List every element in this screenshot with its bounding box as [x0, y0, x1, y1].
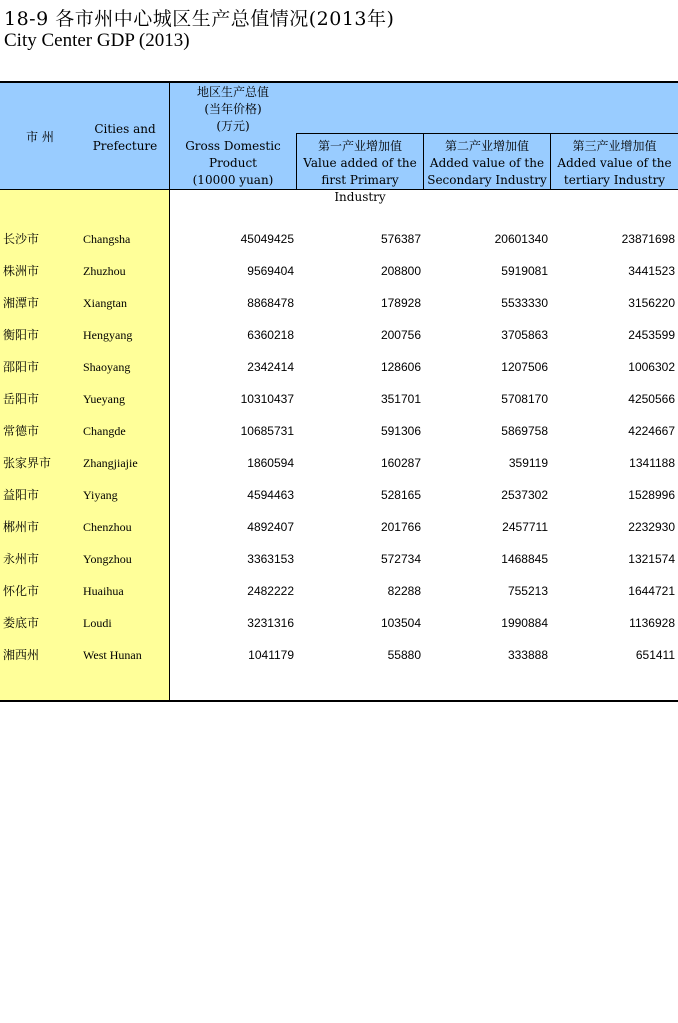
secondary-value: 1990884: [501, 616, 548, 630]
primary-value: 160287: [380, 456, 421, 470]
city-name-en: Changsha: [83, 232, 131, 246]
city-name-cn: 湘潭市: [3, 296, 40, 310]
secondary-value: 20601340: [494, 232, 548, 246]
table-row: [0, 639, 678, 671]
header-city-en-line2: Prefecture: [92, 139, 158, 153]
primary-value: 82288: [387, 584, 421, 598]
page-title-cn: 18-9 各市州中心城区生产总值情况(2013年): [4, 8, 395, 30]
city-name-cn: 邵阳市: [3, 360, 40, 374]
city-name-en: Chenzhou: [83, 520, 132, 534]
header-tertiary-cn: 第三产业增加值: [572, 139, 657, 153]
header-divider: [169, 83, 170, 190]
tertiary-value: 1341188: [629, 456, 675, 470]
header-tertiary-en-2: tertiary Industry: [563, 173, 666, 187]
city-name-en: Yiyang: [83, 488, 118, 502]
primary-value: 528165: [380, 488, 421, 502]
secondary-value: 5708170: [501, 392, 548, 406]
gdp-value: 3363153: [247, 552, 294, 566]
city-name-cn: 岳阳市: [3, 392, 40, 406]
header-tertiary-en-1: Added value of the: [557, 156, 672, 170]
header-secondary-en-1: Added value of the: [429, 156, 545, 170]
secondary-value: 359119: [508, 456, 548, 470]
gdp-value: 4892407: [247, 520, 294, 534]
table-row: [0, 319, 678, 351]
table-row: [0, 415, 678, 447]
city-name-en: Hengyang: [83, 328, 133, 342]
tertiary-value: 3156220: [628, 296, 675, 310]
city-name-en: Zhangjiajie: [83, 456, 138, 470]
tertiary-value: 2453599: [628, 328, 675, 342]
secondary-value: 2457711: [502, 520, 548, 534]
gdp-value: 1041179: [248, 648, 294, 662]
header-primary-cn: 第一产业增加值: [317, 139, 402, 153]
header-gdp-en-3: (10000 yuan): [192, 173, 274, 187]
city-name-en: Shaoyang: [83, 360, 131, 374]
tertiary-value: 23871698: [621, 232, 675, 246]
header-primary-en-2: first Primary Industry: [321, 173, 399, 204]
header-secondary-en-2: Secondary Industry: [427, 173, 547, 187]
tertiary-value: 1006302: [628, 360, 675, 374]
table-row: [0, 447, 678, 479]
header-secondary-cn: 第二产业增加值: [444, 139, 529, 153]
primary-value: 572734: [380, 552, 421, 566]
header-city-cn: 市 州: [26, 130, 54, 144]
gdp-value: 3231316: [247, 616, 294, 630]
header-divider: [296, 133, 678, 134]
header-gdp-cn-2: (当年价格): [204, 102, 262, 116]
table-row: [0, 575, 678, 607]
tertiary-value: 2232930: [628, 520, 675, 534]
secondary-value: 5533330: [501, 296, 548, 310]
city-name-cn: 娄底市: [3, 616, 40, 630]
table-row: [0, 543, 678, 575]
header-gdp: [170, 84, 296, 189]
primary-value: 591306: [380, 424, 421, 438]
city-name-en: Yueyang: [83, 392, 125, 406]
city-name-en: Huaihua: [83, 584, 124, 598]
header-divider: [296, 133, 297, 190]
city-name-en: Yongzhou: [83, 552, 132, 566]
city-name-cn: 常德市: [3, 424, 40, 438]
primary-value: 201766: [380, 520, 421, 534]
city-name-cn: 怀化市: [3, 584, 40, 598]
secondary-value: 5919081: [501, 264, 548, 278]
gdp-value: 9569404: [247, 264, 294, 278]
header-tertiary: [551, 138, 678, 189]
tertiary-value: 1644721: [628, 584, 675, 598]
header-primary-en-1: Value added of the: [303, 156, 417, 170]
header-gdp-en-2: Product: [209, 156, 257, 170]
table-body: [0, 190, 678, 702]
secondary-value: 755213: [507, 584, 548, 598]
city-name-en: Zhuzhou: [83, 264, 126, 278]
gdp-value: 45049425: [240, 232, 294, 246]
table-header: [0, 81, 678, 204]
gdp-value: 2482222: [247, 584, 294, 598]
header-divider: [550, 133, 551, 190]
secondary-value: 1207506: [501, 360, 548, 374]
gdp-value: 2342414: [247, 360, 294, 374]
city-name-en: Loudi: [83, 616, 112, 630]
secondary-value: 2537302: [501, 488, 548, 502]
table-row: [0, 255, 678, 287]
city-name-en: West Hunan: [83, 648, 142, 662]
secondary-value: 5869758: [501, 424, 548, 438]
tertiary-value: 4250566: [628, 392, 675, 406]
table-row: [0, 287, 678, 319]
primary-value: 208800: [380, 264, 421, 278]
table-row: [0, 351, 678, 383]
table-row: [0, 223, 678, 255]
table-row: [0, 479, 678, 511]
tertiary-value: 4224667: [628, 424, 675, 438]
header-city-en: [80, 121, 170, 155]
primary-value: 576387: [380, 232, 421, 246]
table-row: [0, 511, 678, 543]
gdp-value: 4594463: [247, 488, 294, 502]
header-gdp-cn-1: 地区生产总值: [196, 85, 269, 99]
city-name-cn: 益阳市: [3, 488, 40, 502]
secondary-value: 333888: [507, 648, 548, 662]
primary-value: 55880: [387, 648, 421, 662]
city-name-cn: 长沙市: [3, 232, 40, 246]
page-title-en: City Center GDP (2013): [4, 30, 190, 51]
primary-value: 351701: [380, 392, 421, 406]
header-city-en-line1: Cities and: [94, 122, 156, 136]
city-name-cn: 郴州市: [3, 520, 40, 534]
gdp-value: 1860594: [247, 456, 294, 470]
gdp-value: 10310437: [240, 392, 294, 406]
tertiary-value: 3441523: [628, 264, 675, 278]
primary-value: 178928: [380, 296, 421, 310]
table-row: [0, 383, 678, 415]
tertiary-value: 1528996: [628, 488, 675, 502]
gdp-value: 6360218: [247, 328, 294, 342]
city-name-cn: 衡阳市: [3, 328, 40, 342]
city-name-cn: 永州市: [3, 552, 40, 566]
header-divider: [423, 133, 424, 190]
tertiary-value: 651411: [635, 648, 675, 662]
city-name-cn: 株洲市: [3, 264, 40, 278]
gdp-value: 8868478: [247, 296, 294, 310]
table-bottom-border: [0, 700, 678, 702]
city-name-en: Changde: [83, 424, 126, 438]
header-secondary: [424, 138, 550, 189]
primary-value: 128606: [380, 360, 421, 374]
secondary-value: 1468845: [501, 552, 548, 566]
tertiary-value: 1136928: [629, 616, 675, 630]
header-gdp-en-1: Gross Domestic: [185, 139, 281, 153]
city-name-en: Xiangtan: [83, 296, 127, 310]
primary-value: 200756: [380, 328, 421, 342]
city-name-cn: 湘西州: [3, 648, 40, 662]
table-row: [0, 607, 678, 639]
city-name-cn: 张家界市: [3, 456, 52, 470]
gdp-value: 10685731: [240, 424, 294, 438]
secondary-value: 3705863: [501, 328, 548, 342]
tertiary-value: 1321574: [628, 552, 675, 566]
primary-value: 103504: [380, 616, 421, 630]
header-gdp-cn-3: (万元): [216, 119, 250, 133]
